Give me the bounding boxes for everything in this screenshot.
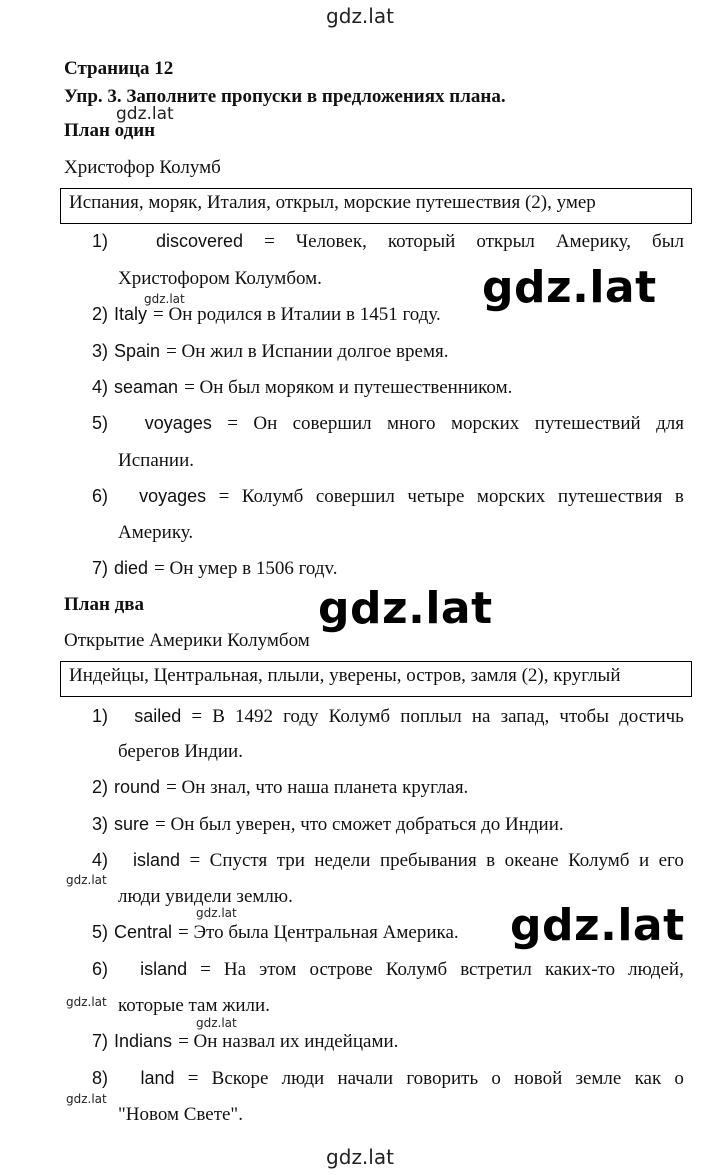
item-sentence-word: земле <box>575 1068 622 1089</box>
watermark-large: gdz.lat <box>510 900 685 951</box>
item-sentence-word: Америку, <box>555 231 632 252</box>
page-title: Страница 12 <box>64 58 174 79</box>
item-number: 4) <box>92 377 109 397</box>
list-item <box>92 486 684 508</box>
item-sentence-word: много <box>387 413 436 434</box>
item-sentence-word: совершил <box>292 413 372 434</box>
plan-one-word-box: Испания, моряк, Италия, открыл, морские путешествия (2), умер <box>60 188 692 224</box>
item-sentence-word: 1492 <box>235 706 273 727</box>
item-sentence-word: о <box>674 1068 684 1089</box>
list-item <box>92 558 684 580</box>
item-continuation: Испании. <box>118 450 195 471</box>
item-sentence: = Он жил в Испании долгое время. <box>166 341 449 362</box>
list-item <box>92 922 684 944</box>
item-sentence-word: = <box>218 486 230 507</box>
item-sentence-word: в <box>674 486 684 507</box>
item-sentence: = Он был уверен, что сможет добраться до Индии. <box>155 814 564 835</box>
item-sentence-word: морских <box>476 486 546 507</box>
item-sentence-word: морских <box>450 413 520 434</box>
item-sentence-word: = <box>227 413 238 434</box>
item-sentence-word: каких-то <box>544 959 616 980</box>
item-sentence-word: Колумб <box>241 486 304 507</box>
item-sentence-word: году <box>283 706 319 727</box>
list-item <box>92 413 684 435</box>
item-sentence-word: достичь <box>619 706 684 727</box>
item-sentence-word: открыл <box>476 231 535 252</box>
item-answer-word: Central <box>114 922 173 942</box>
item-sentence-word: который <box>387 231 456 252</box>
item-answer-word: seaman <box>114 377 179 397</box>
list-item <box>92 706 684 728</box>
item-sentence-word: = <box>191 706 203 727</box>
list-item <box>92 777 684 799</box>
item-sentence-word: = <box>264 231 275 252</box>
item-answer-word: sure <box>114 814 150 834</box>
item-number: 2) <box>92 777 109 797</box>
item-number: 5) <box>92 413 109 433</box>
watermark-small: gdz.lat <box>66 873 107 887</box>
watermark-large: gdz.lat <box>482 262 657 313</box>
item-sentence-word: Вскоре <box>211 1068 269 1089</box>
item-sentence-word: его <box>658 850 684 871</box>
watermark-large: gdz.lat <box>318 583 493 634</box>
item-answer-word: Spain <box>114 341 161 361</box>
item-continuation: "Новом Свете". <box>118 1104 243 1125</box>
item-sentence-word: Он <box>253 413 278 434</box>
item-continuation: Америку. <box>118 522 194 543</box>
watermark-small: gdz.lat <box>116 104 174 124</box>
item-sentence: = Он назвал их индейцами. <box>178 1031 399 1052</box>
item-sentence: = Он был моряком и путешественником. <box>184 377 513 398</box>
item-continuation: Христофором Колумбом. <box>118 268 322 289</box>
item-sentence-word: В <box>212 706 225 727</box>
item-sentence: = Он умер в 1506 годv. <box>154 558 338 579</box>
item-number: 6) <box>92 486 109 506</box>
item-continuation: которые там жили. <box>118 995 270 1016</box>
item-answer-word: died <box>114 558 149 578</box>
item-sentence-word: недели <box>314 850 371 871</box>
list-item <box>92 959 684 981</box>
item-sentence-word: встретил <box>460 959 532 980</box>
list-item <box>92 1068 684 1090</box>
watermark-small: gdz.lat <box>144 292 185 306</box>
item-sentence-word: поплыл <box>400 706 462 727</box>
item-number: 7) <box>92 558 109 578</box>
item-sentence-word: совершил <box>315 486 395 507</box>
item-number: 3) <box>92 341 109 361</box>
item-sentence: = Это была Центральная Америка. <box>178 922 459 943</box>
item-sentence-word: люди <box>281 1068 325 1089</box>
list-item <box>92 1031 684 1053</box>
item-sentence-word: в <box>486 850 496 871</box>
item-sentence-word: На <box>223 959 247 980</box>
item-sentence-word: Спустя <box>209 850 268 871</box>
item-sentence-word: новой <box>514 1068 563 1089</box>
item-answer-word: Italy <box>114 304 148 324</box>
plan-one-topic: Христофор Колумб <box>64 157 221 178</box>
item-sentence-word: Человек, <box>295 231 367 252</box>
item-sentence-word: океане <box>504 850 559 871</box>
list-item <box>92 377 684 399</box>
item-sentence-word: острове <box>309 959 373 980</box>
plan-one-heading: План один <box>64 120 156 141</box>
item-answer-word: Indians <box>114 1031 173 1051</box>
item-sentence-word: говорить <box>406 1068 479 1089</box>
item-sentence-word: = <box>200 959 211 980</box>
item-answer-word: island <box>132 850 180 870</box>
watermark-small: gdz.lat <box>196 1016 237 1030</box>
watermark-bottom: gdz.lat <box>326 1145 394 1169</box>
item-answer-word: round <box>114 777 161 797</box>
item-answer-word: land <box>140 1068 175 1088</box>
item-sentence-word: как <box>634 1068 662 1089</box>
item-continuation: люди увидели землю. <box>118 886 293 907</box>
item-sentence-word: Колумб <box>568 850 630 871</box>
item-sentence-word: запад, <box>500 706 550 727</box>
item-sentence-word: путешествий <box>534 413 641 434</box>
list-item <box>92 814 684 836</box>
list-item <box>92 341 684 363</box>
item-number: 1) <box>92 231 109 251</box>
item-sentence-word: четыре <box>407 486 465 507</box>
exercise-title: Упр. 3. Заполните пропуски в предложениях плана. <box>64 86 506 107</box>
watermark-small: gdz.lat <box>66 995 107 1009</box>
item-number: 3) <box>92 814 109 834</box>
list-item <box>92 231 684 253</box>
item-sentence-word: путешествия <box>557 486 663 507</box>
item-sentence-word: этом <box>259 959 297 980</box>
item-sentence-word: три <box>276 850 305 871</box>
item-number: 6) <box>92 959 109 979</box>
item-sentence: = Он родился в Италии в 1451 году. <box>153 304 441 325</box>
watermark-small: gdz.lat <box>196 906 237 920</box>
item-sentence-word: и <box>638 850 650 871</box>
list-item <box>92 850 684 872</box>
item-sentence-word: на <box>471 706 491 727</box>
item-number: 4) <box>92 850 109 870</box>
item-sentence-word: чтобы <box>559 706 609 727</box>
plan-two-topic: Открытие Америки Колумбом <box>64 630 310 651</box>
item-number: 8) <box>92 1068 109 1088</box>
item-sentence-word: людей, <box>628 959 684 980</box>
item-sentence-word: о <box>491 1068 501 1089</box>
item-answer-word: sailed <box>134 706 182 726</box>
item-number: 1) <box>92 706 109 726</box>
item-sentence-word: пребывания <box>379 850 477 871</box>
item-sentence-word: = <box>189 850 201 871</box>
list-item <box>92 304 684 326</box>
item-answer-word: island <box>140 959 188 979</box>
item-sentence: = Он знал, что наша планета круглая. <box>166 777 469 798</box>
plan-two-word-box: Индейцы, Центральная, плыли, уверены, остров, замля (2), круглый <box>60 661 692 697</box>
watermark-small: gdz.lat <box>66 1092 107 1106</box>
item-sentence-word: Колумб <box>328 706 391 727</box>
item-sentence-word: Колумб <box>385 959 448 980</box>
item-number: 2) <box>92 304 109 324</box>
item-sentence-word: = <box>187 1068 199 1089</box>
item-number: 7) <box>92 1031 109 1051</box>
item-sentence-word: для <box>656 413 684 434</box>
item-continuation: берегов Индии. <box>118 741 243 762</box>
item-answer-word: voyages <box>139 486 207 506</box>
item-sentence-word: был <box>652 231 684 252</box>
watermark-top: gdz.lat <box>326 4 394 28</box>
item-number: 5) <box>92 922 109 942</box>
item-answer-word: voyages <box>144 413 212 433</box>
item-sentence-word: начали <box>337 1068 394 1089</box>
plan-two-heading: План два <box>64 594 145 615</box>
item-answer-word: discovered <box>156 231 244 251</box>
